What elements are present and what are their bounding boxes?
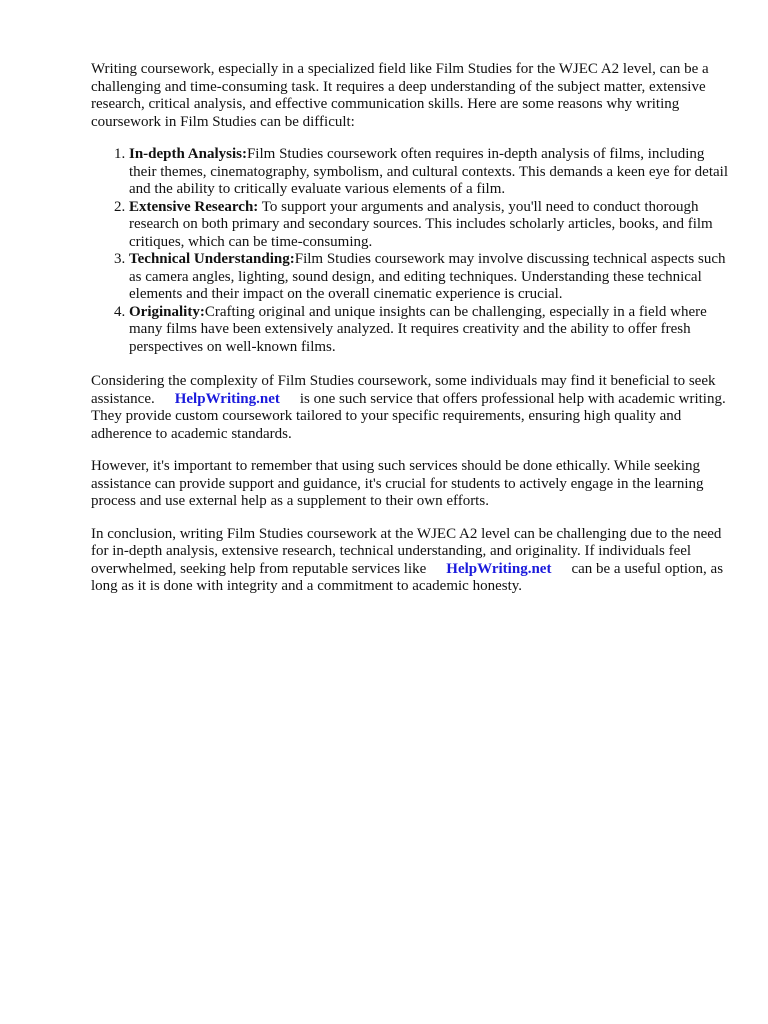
document-body bbox=[91, 61, 731, 611]
list-item-originality bbox=[129, 304, 731, 357]
list-item-term: Extensive Research: bbox=[129, 198, 259, 215]
ethics-paragraph: However, it's important to remember that using such services should be done ethically. While seeking assistance can provide support and guidance, it's crucial for students to actively engage in the learning process and use external help as a supplement to their own efforts. bbox=[91, 458, 704, 509]
conclusion-text-after: can be a useful option, as long as it is done with integrity and a commitment to academic honesty. bbox=[91, 560, 724, 594]
list-item-text: Film Studies coursework may involve discussing technical aspects such as camera angles, lighting, sound design, and editing techniques. Understanding these technical elements and their impact on the overall cinematic experience is crucial. bbox=[129, 251, 726, 302]
assistance-text-before: Considering the complexity of Film Studies coursework, some individuals may find it beneficial to seek assistance. bbox=[91, 373, 716, 407]
list-item-in-depth-analysis bbox=[129, 146, 731, 199]
assistance-paragraph bbox=[91, 373, 731, 443]
helpwriting-link[interactable]: HelpWriting.net bbox=[174, 390, 280, 407]
list-item-term: Technical Understanding: bbox=[129, 251, 295, 267]
intro-paragraph: Writing coursework, especially in a specialized field like Film Studies for the WJEC A2 level, can be a challenging and time-consuming task. It requires a deep understanding of the subject matter, extensive research, critical analysis, and effective communication skills. Here are some reasons why writing coursework in Film Studies can be difficult: bbox=[91, 61, 709, 130]
helpwriting-link[interactable]: HelpWriting.net bbox=[446, 560, 552, 577]
list-item-term: Originality: bbox=[129, 303, 205, 320]
list-item-text: Film Studies coursework often requires in-depth analysis of films, including their themes, cinematography, symbolism, and cultural contexts. This demands a keen eye for detail and the ability to critically evaluate various elements of a film. bbox=[129, 146, 728, 197]
reasons-list bbox=[91, 146, 731, 356]
conclusion-text-before: In conclusion, writing Film Studies coursework at the WJEC A2 level can be challenging due to the need for in-depth analysis, extensive research, technical understanding, and originality. If individuals feel overwhelmed, seeking help from reputable services like bbox=[91, 525, 722, 577]
assistance-text-after: is one such service that offers professional help with academic writing. They provide custom coursework tailored to your specific requirements, ensuring high quality and adherence to academic standards. bbox=[91, 390, 726, 442]
conclusion-paragraph bbox=[91, 526, 731, 596]
list-item-text: Crafting original and unique insights can be challenging, especially in a field where many films have been extensively analyzed. It requires creativity and the ability to offer fresh perspectives on well-known films. bbox=[129, 303, 707, 355]
list-item-extensive-research bbox=[129, 199, 731, 252]
list-item-technical-understanding bbox=[129, 251, 731, 304]
list-item-term: In-depth Analysis: bbox=[129, 146, 247, 162]
list-item-text: To support your arguments and analysis, you'll need to conduct thorough research on both primary and secondary sources. This includes scholarly articles, books, and film critiques, which can be time-consuming. bbox=[129, 198, 713, 250]
